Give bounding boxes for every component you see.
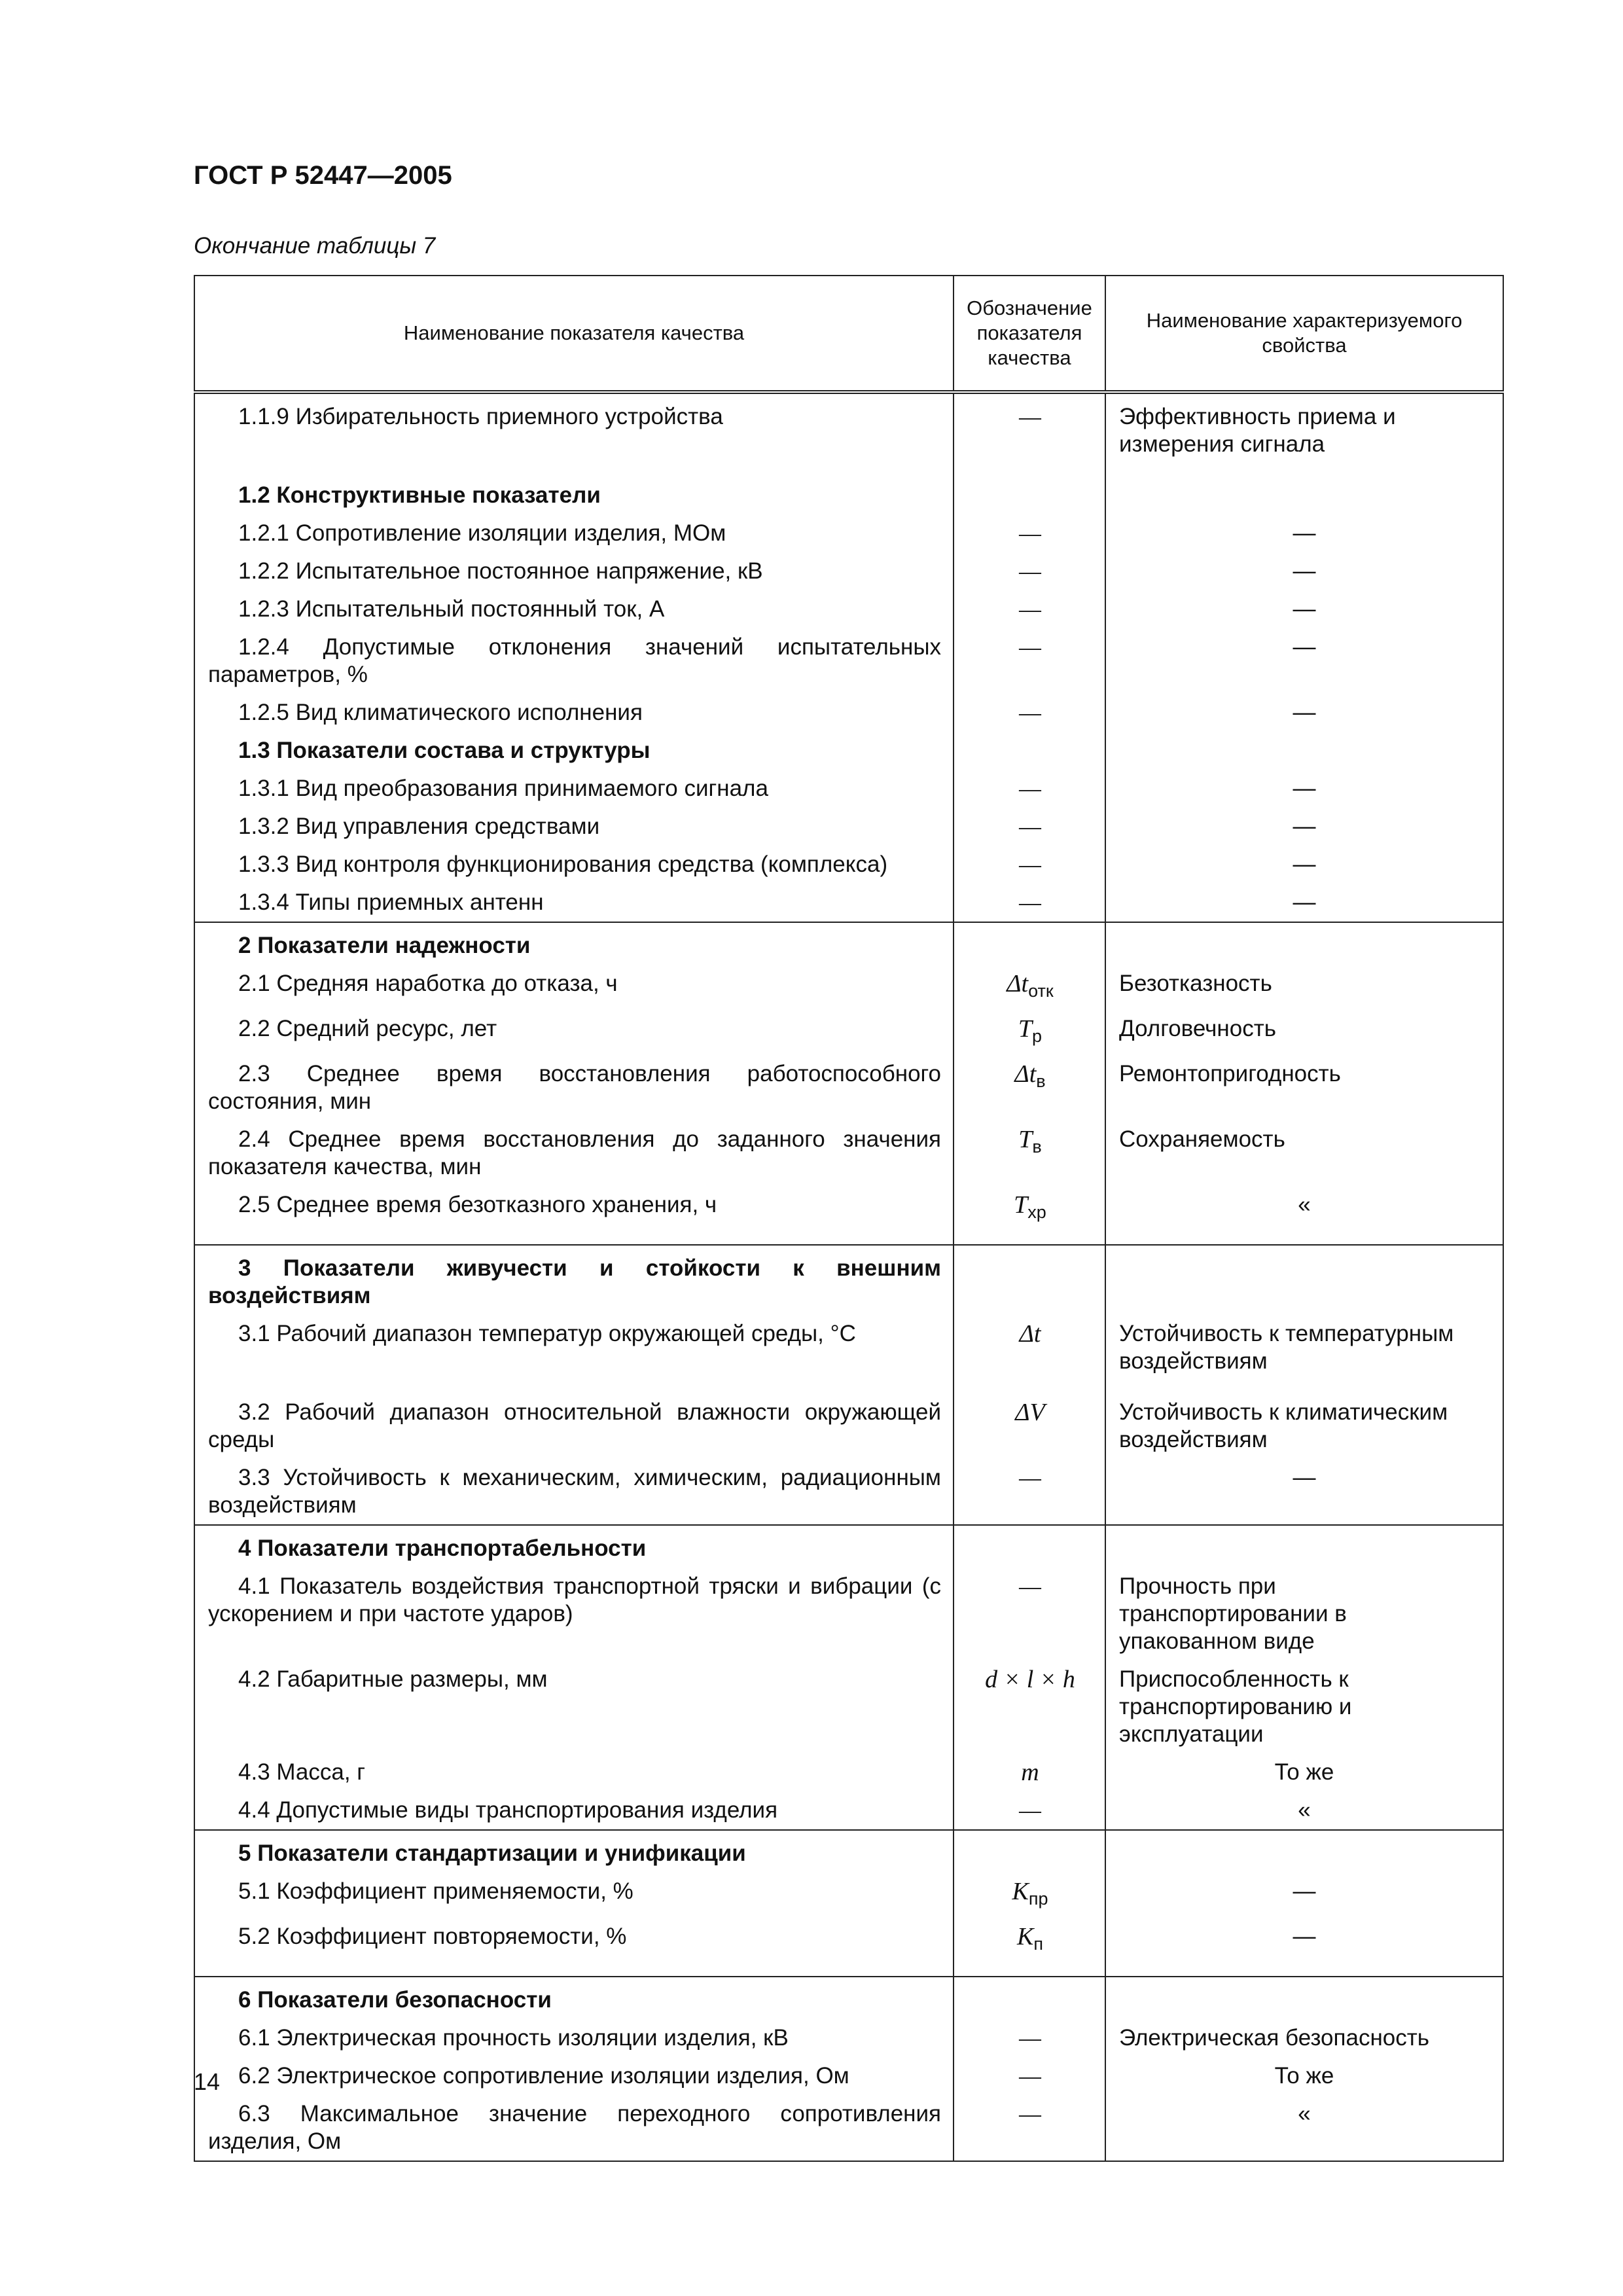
table-group-row	[194, 1245, 1503, 1315]
characterized-property: —	[1105, 1918, 1503, 1977]
table-row	[194, 1753, 1503, 1791]
characterized-property: Эффективность приема и измерения сигнала	[1105, 392, 1503, 476]
indicator-name: 1.3.1 Вид преобразования принимаемого сигнала	[194, 770, 954, 808]
header-property-name: Наименование характеризуемого свойства	[1105, 276, 1503, 392]
indicator-name: 6.2 Электрическое сопротивление изоляции изделия, Ом	[194, 2057, 954, 2095]
characterized-property: Устойчивость к температурным воздействиям	[1105, 1315, 1503, 1393]
table-row	[194, 514, 1503, 552]
table-row	[194, 1568, 1503, 1660]
indicator-symbol: m	[954, 1753, 1105, 1791]
characterized-property	[1105, 1977, 1503, 2019]
indicator-name: 1.2.4 Допустимые отклонения значений испытательных параметров, %	[194, 628, 954, 694]
indicator-symbol: $K_п$	[954, 1918, 1105, 1977]
characterized-property: —	[1105, 1873, 1503, 1918]
table-row	[194, 846, 1503, 884]
indicator-name: 3.3 Устойчивость к механическим, химическим, радиационным воздействиям	[194, 1459, 954, 1525]
table-row	[194, 2095, 1503, 2161]
characterized-property: Ремонтопригодность	[1105, 1055, 1503, 1121]
indicator-symbol: $\Delta t_{отк}$	[954, 965, 1105, 1010]
indicator-symbol: —	[954, 884, 1105, 922]
header-indicator-symbol: Обозначение показателя качества	[954, 276, 1105, 392]
characterized-property: —	[1105, 694, 1503, 732]
indicator-symbol: d × l × h	[954, 1660, 1105, 1753]
indicator-symbol: —	[954, 2057, 1105, 2095]
characterized-property: Электрическая безопасность	[1105, 2019, 1503, 2057]
table-row	[194, 1315, 1503, 1393]
characterized-property: —	[1105, 770, 1503, 808]
indicator-name: 4.4 Допустимые виды транспортирования изделия	[194, 1791, 954, 1830]
indicator-symbol	[954, 1245, 1105, 1315]
table-row	[194, 1010, 1503, 1055]
table-row	[194, 2019, 1503, 2057]
indicator-name: 1.2.1 Сопротивление изоляции изделия, МОм	[194, 514, 954, 552]
indicator-symbol: $T_в$	[954, 1121, 1105, 1186]
table-group-row	[194, 476, 1503, 514]
quality-indicators-table	[194, 275, 1504, 2162]
indicator-name: 2.5 Среднее время безотказного хранения, ч	[194, 1186, 954, 1245]
table-row	[194, 884, 1503, 922]
indicator-symbol: $\Delta t_в$	[954, 1055, 1105, 1121]
table-row	[194, 1393, 1503, 1459]
indicator-name: 5.1 Коэффициент применяемости, %	[194, 1873, 954, 1918]
indicator-symbol: —	[954, 1459, 1105, 1525]
indicator-name: 2.4 Среднее время восстановления до заданного значения показателя качества, мин	[194, 1121, 954, 1186]
indicator-symbol	[954, 1525, 1105, 1568]
group-title: 2 Показатели надежности	[194, 922, 954, 965]
header-indicator-name: Наименование показателя качества	[194, 276, 954, 392]
characterized-property: «	[1105, 2095, 1503, 2161]
table-header-row	[194, 276, 1503, 392]
standard-code: ГОСТ Р 52447—2005	[194, 161, 452, 190]
indicator-symbol: —	[954, 2095, 1105, 2161]
group-title: 3 Показатели живучести и стойкости к внешним воздействиям	[194, 1245, 954, 1315]
characterized-property	[1105, 922, 1503, 965]
characterized-property	[1105, 1245, 1503, 1315]
characterized-property: —	[1105, 884, 1503, 922]
table-group-row	[194, 1525, 1503, 1568]
table-section	[194, 1245, 1503, 1525]
group-title: 4 Показатели транспортабельности	[194, 1525, 954, 1568]
indicator-symbol: ΔV	[954, 1393, 1105, 1459]
indicator-name: 2.2 Средний ресурс, лет	[194, 1010, 954, 1055]
characterized-property: —	[1105, 808, 1503, 846]
characterized-property: —	[1105, 846, 1503, 884]
table-row	[194, 770, 1503, 808]
table-row	[194, 590, 1503, 628]
indicator-symbol: —	[954, 1568, 1105, 1660]
indicator-symbol: $K_{пр}$	[954, 1873, 1105, 1918]
characterized-property	[1105, 1525, 1503, 1568]
indicator-symbol	[954, 922, 1105, 965]
table-row	[194, 1055, 1503, 1121]
characterized-property: Безотказность	[1105, 965, 1503, 1010]
table-row	[194, 694, 1503, 732]
characterized-property: То же	[1105, 2057, 1503, 2095]
table-row	[194, 1660, 1503, 1753]
table-section	[194, 1525, 1503, 1830]
indicator-name: 4.1 Показатель воздействия транспортной тряски и вибрации (с ускорением и при частоте ударов)	[194, 1568, 954, 1660]
indicator-symbol: —	[954, 2019, 1105, 2057]
indicator-name: 4.2 Габаритные размеры, мм	[194, 1660, 954, 1753]
indicator-symbol: —	[954, 628, 1105, 694]
characterized-property	[1105, 476, 1503, 514]
indicator-symbol: $T_р$	[954, 1010, 1105, 1055]
table-row	[194, 628, 1503, 694]
indicator-name: 2.1 Средняя наработка до отказа, ч	[194, 965, 954, 1010]
indicator-symbol: —	[954, 392, 1105, 476]
characterized-property: Прочность при транспортировании в упакованном виде	[1105, 1568, 1503, 1660]
indicator-symbol: —	[954, 770, 1105, 808]
indicator-name: 1.3.3 Вид контроля функционирования средства (комплекса)	[194, 846, 954, 884]
indicator-symbol: —	[954, 514, 1105, 552]
indicator-name: 2.3 Среднее время восстановления работоспособного состояния, мин	[194, 1055, 954, 1121]
indicator-name: 6.3 Максимальное значение переходного сопротивления изделия, Ом	[194, 2095, 954, 2161]
indicator-symbol: —	[954, 1791, 1105, 1830]
table-row	[194, 808, 1503, 846]
indicator-name: 1.3.2 Вид управления средствами	[194, 808, 954, 846]
characterized-property: Долговечность	[1105, 1010, 1503, 1055]
indicator-name: 1.2.3 Испытательный постоянный ток, А	[194, 590, 954, 628]
indicator-symbol: —	[954, 808, 1105, 846]
characterized-property	[1105, 1830, 1503, 1873]
table-section	[194, 922, 1503, 1245]
group-title: 5 Показатели стандартизации и унификации	[194, 1830, 954, 1873]
indicator-symbol	[954, 1830, 1105, 1873]
indicator-name: 1.2.5 Вид климатического исполнения	[194, 694, 954, 732]
indicator-name: 3.2 Рабочий диапазон относительной влажности окружающей среды	[194, 1393, 954, 1459]
table-section	[194, 1977, 1503, 2161]
characterized-property: «	[1105, 1791, 1503, 1830]
indicator-name: 3.1 Рабочий диапазон температур окружающей среды, °С	[194, 1315, 954, 1393]
indicator-name: 6.1 Электрическая прочность изоляции изделия, кВ	[194, 2019, 954, 2057]
indicator-symbol	[954, 732, 1105, 770]
characterized-property: Приспособленность к транспортированию и эксплуатации	[1105, 1660, 1503, 1753]
group-title: 1.2 Конструктивные показатели	[194, 476, 954, 514]
characterized-property: Устойчивость к климатическим воздействиям	[1105, 1393, 1503, 1459]
indicator-name: 1.2.2 Испытательное постоянное напряжение, кВ	[194, 552, 954, 590]
indicator-symbol	[954, 476, 1105, 514]
indicator-name: 5.2 Коэффициент повторяемости, %	[194, 1918, 954, 1977]
table-section	[194, 392, 1503, 922]
characterized-property: —	[1105, 552, 1503, 590]
indicator-name: 1.1.9 Избирательность приемного устройства	[194, 392, 954, 476]
characterized-property: —	[1105, 514, 1503, 552]
page-number: 14	[194, 2068, 221, 2095]
indicator-symbol: —	[954, 846, 1105, 884]
characterized-property	[1105, 732, 1503, 770]
table-group-row	[194, 1830, 1503, 1873]
characterized-property: То же	[1105, 1753, 1503, 1791]
characterized-property: Сохраняемость	[1105, 1121, 1503, 1186]
table-row	[194, 392, 1503, 476]
table-row	[194, 1459, 1503, 1525]
table-caption: Окончание таблицы 7	[194, 233, 436, 259]
indicator-symbol: Δt	[954, 1315, 1105, 1393]
table-row	[194, 2057, 1503, 2095]
indicator-name: 4.3 Масса, г	[194, 1753, 954, 1791]
table-row	[194, 1186, 1503, 1245]
indicator-symbol: —	[954, 590, 1105, 628]
group-title: 6 Показатели безопасности	[194, 1977, 954, 2019]
indicator-symbol: —	[954, 694, 1105, 732]
table-group-row	[194, 922, 1503, 965]
indicator-name: 1.3.4 Типы приемных антенн	[194, 884, 954, 922]
table-row	[194, 1121, 1503, 1186]
group-title: 1.3 Показатели состава и структуры	[194, 732, 954, 770]
indicator-symbol	[954, 1977, 1105, 2019]
characterized-property: «	[1105, 1186, 1503, 1245]
table-row	[194, 965, 1503, 1010]
table-section	[194, 1830, 1503, 1977]
indicator-symbol: $T_{хр}$	[954, 1186, 1105, 1245]
indicator-symbol: —	[954, 552, 1105, 590]
characterized-property: —	[1105, 1459, 1503, 1525]
characterized-property: —	[1105, 628, 1503, 694]
table-row	[194, 1791, 1503, 1830]
table-row	[194, 1918, 1503, 1977]
table-row	[194, 552, 1503, 590]
table-group-row	[194, 1977, 1503, 2019]
characterized-property: —	[1105, 590, 1503, 628]
table-row	[194, 1873, 1503, 1918]
table-group-row	[194, 732, 1503, 770]
